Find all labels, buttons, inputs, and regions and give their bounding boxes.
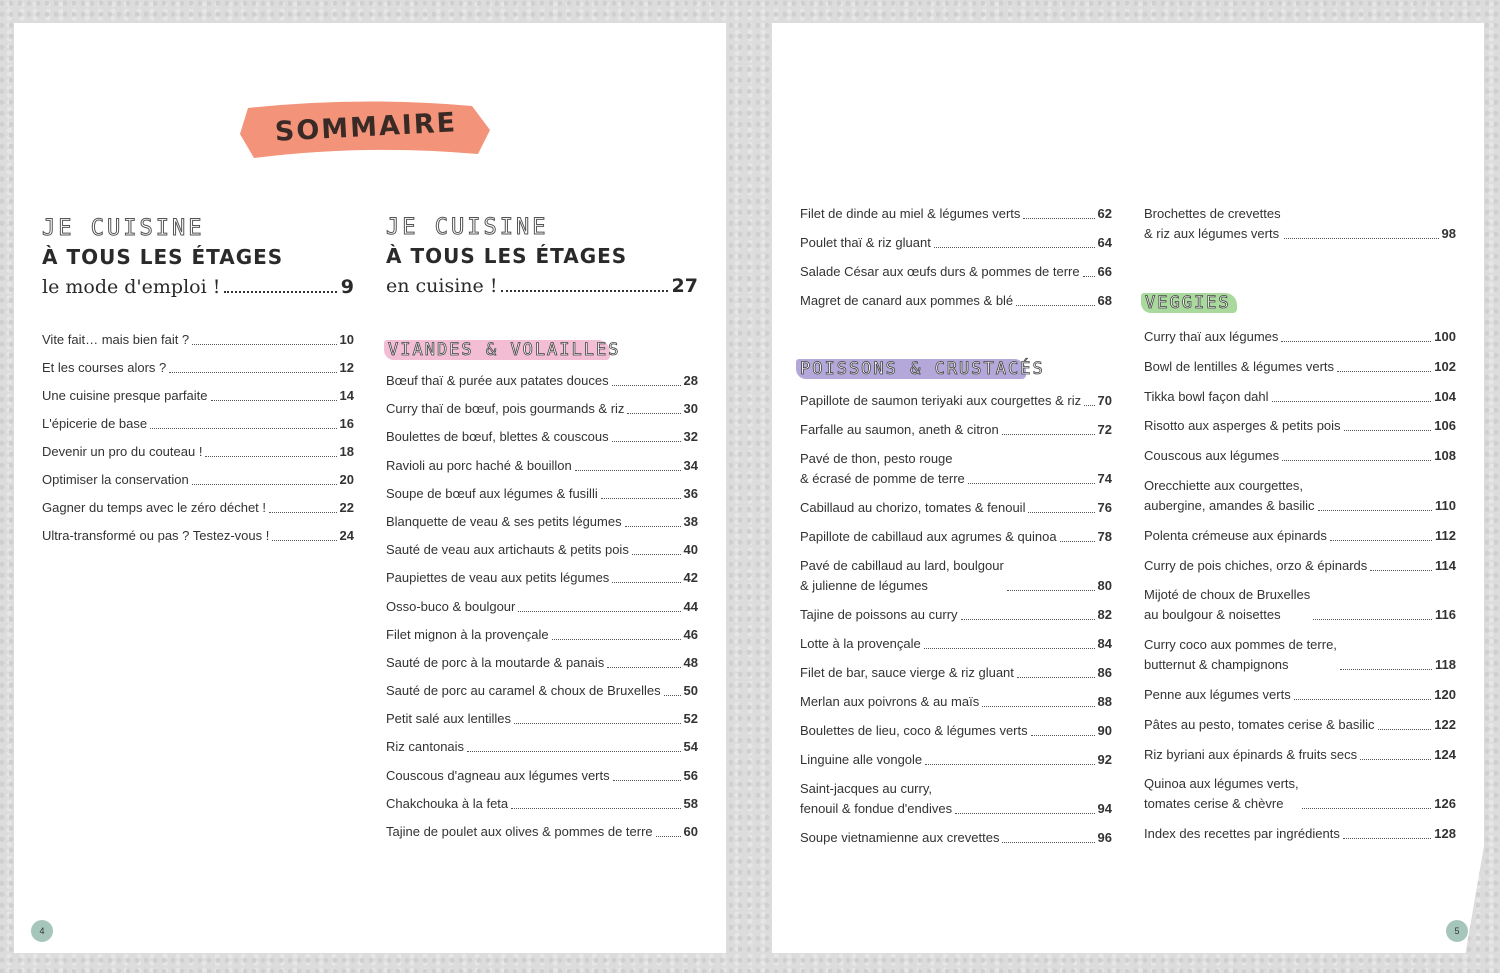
toc-entry[interactable]	[800, 527, 1112, 547]
toc-entry[interactable]	[386, 371, 698, 391]
heading-line1: JE CUISINE	[42, 216, 205, 241]
entry-page: 128	[1434, 826, 1456, 842]
entry-page: 126	[1434, 796, 1456, 812]
dot-leader	[467, 751, 680, 752]
heading-line3[interactable]	[386, 271, 698, 301]
entry-page: 54	[683, 739, 698, 755]
entry-page: 110	[1435, 497, 1456, 513]
entry-page: 64	[1097, 235, 1112, 250]
entry-title: Bœuf thaï & purée aux patates douces	[386, 373, 609, 388]
dot-leader	[224, 291, 336, 293]
entry-title: Index des recettes par ingrédients	[1144, 826, 1340, 842]
heading-line2: À TOUS LES ÉTAGES	[386, 244, 628, 268]
dot-leader	[625, 526, 681, 527]
entry-page: 62	[1097, 206, 1112, 221]
dot-leader	[1023, 218, 1094, 219]
dot-leader	[1302, 808, 1432, 809]
dot-leader	[924, 648, 1095, 649]
entry-page: 120	[1434, 686, 1456, 702]
category-label: POISSONS & CRUSTACÉS	[800, 359, 1045, 379]
dot-leader	[612, 582, 680, 583]
entry-page: 88	[1097, 694, 1112, 709]
toc-entry[interactable]	[386, 766, 698, 786]
toc-entry[interactable]	[386, 737, 698, 757]
dot-leader	[1016, 305, 1094, 306]
entry-title: Bowl de lentilles & légumes verts	[1144, 358, 1335, 374]
entry-title: Curry coco aux pommes de terre, butternut & champignons	[1144, 637, 1337, 673]
toc-entry[interactable]	[42, 358, 354, 378]
entry-title: Tajine de poulet aux olives & pommes de terre	[386, 824, 653, 839]
entry-title: Sauté de veau aux artichauts & petits pois	[386, 542, 629, 558]
toc-entry[interactable]	[386, 681, 698, 701]
toc-entry[interactable]	[800, 556, 1112, 596]
dot-leader	[1330, 540, 1432, 541]
entry-page: 76	[1097, 500, 1112, 515]
category-label: VEGGIES	[1145, 293, 1231, 313]
entry-page: 84	[1097, 636, 1112, 651]
entry-title: Cabillaud au chorizo, tomates & fenouil	[800, 500, 1026, 515]
dot-leader	[511, 808, 680, 809]
entry-page: 36	[683, 485, 698, 501]
entry-title: Curry thaï de bœuf, pois gourmands & riz	[386, 401, 625, 417]
toc-entry[interactable]	[386, 399, 698, 419]
entry-title: Magret de canard aux pommes & blé	[800, 293, 1014, 308]
entry-title: Soupe vietnamienne aux crevettes	[800, 830, 1000, 845]
dot-leader	[601, 498, 681, 499]
toc-entry[interactable]	[386, 484, 698, 504]
entry-title: Linguine alle vongole	[800, 752, 923, 767]
toc-entry[interactable]	[1144, 357, 1456, 377]
toc-entry[interactable]	[386, 653, 698, 673]
entry-title: Soupe de bœuf aux légumes & fusilli	[386, 485, 598, 501]
entry-page: 56	[683, 767, 698, 783]
dot-leader	[1337, 371, 1431, 372]
entry-page: 38	[683, 513, 698, 529]
toc-entry[interactable]	[1144, 204, 1456, 244]
entry-title: Petit salé aux lentilles	[386, 711, 512, 727]
dot-leader	[272, 540, 336, 541]
dot-leader	[607, 667, 680, 668]
dot-leader	[1360, 759, 1431, 760]
heading-title: le mode d'emploi !	[42, 276, 221, 298]
dot-leader	[1272, 401, 1432, 402]
entry-page: 102	[1434, 358, 1456, 374]
entry-page: 92	[1097, 752, 1112, 767]
dot-leader	[1294, 699, 1432, 700]
toc-entry[interactable]	[1144, 685, 1456, 705]
dot-leader	[982, 706, 1094, 707]
toc-entry[interactable]	[1144, 446, 1456, 466]
entry-page: 122	[1434, 716, 1456, 732]
dot-leader	[1084, 405, 1094, 406]
toc-entry[interactable]	[1144, 526, 1456, 546]
entry-page: 68	[1097, 293, 1112, 308]
entry-page: 74	[1097, 471, 1112, 486]
dot-leader	[1083, 276, 1095, 277]
entry-title: Penne aux légumes verts	[1144, 686, 1291, 702]
entry-page: 50	[683, 683, 698, 699]
dot-leader	[955, 813, 1094, 814]
dot-leader	[632, 554, 681, 555]
entry-title: Couscous aux légumes	[1144, 448, 1280, 464]
toc-entry[interactable]	[1144, 745, 1456, 765]
entry-title: Ultra-transformé ou pas ? Testez-vous !	[42, 528, 270, 543]
entry-page: 18	[339, 444, 354, 459]
toc-entry[interactable]	[800, 233, 1112, 253]
entry-title: Sauté de porc à la moutarde & panais	[386, 654, 605, 670]
toc-entry[interactable]	[386, 625, 698, 645]
toc-entry[interactable]	[386, 822, 698, 842]
toc-entry[interactable]	[800, 634, 1112, 654]
entry-title: Curry thaï aux légumes	[1144, 329, 1279, 344]
toc-entry[interactable]	[386, 597, 698, 617]
entry-page: 44	[683, 598, 698, 614]
toc-entry[interactable]	[1144, 327, 1456, 347]
toc-entry[interactable]	[800, 391, 1112, 411]
entry-title: Devenir un pro du couteau !	[42, 444, 203, 459]
entry-title: Une cuisine presque parfaite	[42, 388, 208, 403]
dot-leader	[575, 470, 681, 471]
entry-page: 78	[1097, 529, 1112, 544]
entry-page: 98	[1441, 226, 1456, 241]
dot-leader	[1007, 590, 1095, 591]
entry-page: 82	[1097, 607, 1112, 622]
toc-entry[interactable]	[42, 470, 354, 490]
dot-leader	[612, 385, 681, 386]
dot-leader	[192, 484, 337, 485]
dot-leader	[961, 619, 1095, 620]
dot-leader	[1378, 729, 1432, 730]
entry-page: 14	[339, 388, 354, 403]
entry-page: 22	[339, 500, 354, 515]
entry-title: Filet mignon à la provençale	[386, 626, 549, 642]
entry-page: 52	[683, 711, 698, 727]
dot-leader	[1002, 434, 1095, 435]
entry-title: Riz cantonais	[386, 739, 465, 755]
toc-entry[interactable]	[42, 414, 354, 434]
entry-title: Pavé de thon, pesto rouge & écrasé de pomme de terre	[800, 451, 965, 486]
entry-title: Gagner du temps avec le zéro déchet !	[42, 500, 267, 515]
toc-entry[interactable]	[800, 750, 1112, 770]
entry-page: 100	[1434, 329, 1456, 344]
entry-title: Brochettes de crevettes & riz aux légumes verts	[1144, 206, 1281, 241]
entry-page: 48	[683, 654, 698, 670]
entry-title: Papillote de cabillaud aux agrumes & quinoa	[800, 529, 1057, 544]
entry-page: 30	[683, 401, 698, 417]
entry-page: 66	[1097, 264, 1112, 279]
dot-leader	[656, 836, 681, 837]
entry-page: 16	[339, 416, 354, 431]
heading-line3[interactable]	[42, 272, 354, 302]
toc-entry[interactable]	[1144, 387, 1456, 407]
toc-entry[interactable]	[386, 540, 698, 560]
entry-title: Poulet thaï & riz gluant	[800, 235, 931, 250]
entry-page: 72	[1097, 422, 1112, 437]
entry-title: Salade César aux œufs durs & pommes de terre	[800, 264, 1080, 279]
entry-title: Quinoa aux légumes verts, tomates cerise & chèvre	[1144, 776, 1299, 812]
toc-entry[interactable]	[800, 291, 1112, 311]
dot-leader	[925, 764, 1094, 765]
entry-page: 104	[1434, 388, 1456, 404]
toc-entry[interactable]	[800, 779, 1112, 819]
toc-entry[interactable]	[800, 663, 1112, 683]
toc-entry[interactable]	[800, 828, 1112, 848]
entry-title: Pavé de cabillaud au lard, boulgour & julienne de légumes	[800, 558, 1004, 593]
entry-page: 106	[1434, 418, 1456, 434]
section-heading-mode-emploi	[42, 216, 354, 302]
entry-title: Mijoté de choux de Bruxelles au boulgour & noisettes	[1144, 587, 1311, 623]
entry-title: Farfalle au saumon, aneth & citron	[800, 422, 999, 437]
toc-entry[interactable]	[800, 449, 1112, 489]
toc-entry[interactable]	[386, 568, 698, 588]
dot-leader	[518, 611, 680, 612]
poissons-list	[800, 391, 1112, 848]
toc-entry[interactable]	[1144, 635, 1456, 675]
entry-page: 12	[339, 360, 354, 375]
dot-leader	[1370, 570, 1432, 571]
category-veggies	[1145, 292, 1241, 314]
entry-title: Curry de pois chiches, orzo & épinards	[1144, 557, 1368, 573]
toc-entry[interactable]	[800, 262, 1112, 282]
dot-leader	[552, 639, 681, 640]
entry-title: Ravioli au porc haché & bouillon	[386, 457, 572, 473]
toc-entry[interactable]	[1144, 715, 1456, 735]
entry-title: Boulettes de bœuf, blettes & couscous	[386, 429, 609, 445]
dot-leader	[501, 290, 667, 292]
entry-page: 42	[683, 570, 698, 586]
entry-title: Papillote de saumon teriyaki aux courgettes & riz	[800, 393, 1082, 408]
dot-leader	[1282, 460, 1431, 461]
entry-title: Pâtes au pesto, tomates cerise & basilic	[1144, 716, 1375, 732]
toc-entry[interactable]	[1144, 476, 1456, 516]
entry-page: 108	[1434, 448, 1456, 464]
entry-title: Paupiettes de veau aux petits légumes	[386, 570, 610, 586]
entry-title: Optimiser la conservation	[42, 472, 189, 487]
viandes-continued-list	[800, 204, 1112, 311]
entry-title: Osso-buco & boulgour	[386, 598, 516, 614]
dot-leader	[1060, 541, 1095, 542]
entry-title: Boulettes de lieu, coco & légumes verts	[800, 723, 1028, 738]
dot-leader	[1343, 838, 1431, 839]
heading-line1: JE CUISINE	[386, 215, 549, 240]
dot-leader	[211, 400, 337, 401]
dot-leader	[1002, 842, 1094, 843]
entry-page: 114	[1435, 557, 1456, 573]
veggies-list	[1144, 327, 1456, 844]
toc-entry[interactable]	[800, 420, 1112, 440]
dot-leader	[1281, 341, 1431, 342]
entry-page: 20	[339, 472, 354, 487]
entry-title: Vite fait… mais bien fait ?	[42, 332, 190, 347]
toc-entry[interactable]	[386, 794, 698, 814]
toc-entry[interactable]	[800, 204, 1112, 224]
toc-entry[interactable]	[800, 721, 1112, 741]
entry-title: Saint-jacques au curry, fenouil & fondue d'endives	[800, 781, 953, 816]
toc-entry[interactable]	[386, 709, 698, 729]
entry-page: 40	[683, 542, 698, 558]
entry-title: Risotto aux asperges & petits pois	[1144, 418, 1341, 434]
dot-leader	[612, 441, 681, 442]
entry-page: 34	[683, 457, 698, 473]
entry-title: L'épicerie de base	[42, 416, 148, 431]
toc-entry[interactable]	[386, 456, 698, 476]
entry-page: 118	[1435, 657, 1456, 673]
toc-entry[interactable]	[1144, 416, 1456, 436]
entry-title: Sauté de porc au caramel & choux de Bruxelles	[386, 683, 661, 699]
entry-title: Lotte à la provençale	[800, 636, 921, 651]
dot-leader	[664, 695, 681, 696]
viandes-list	[386, 371, 698, 842]
toc-entry[interactable]	[386, 427, 698, 447]
entry-page: 24	[339, 528, 354, 543]
page-number-right: 5	[1446, 920, 1468, 942]
toc-entry[interactable]	[800, 692, 1112, 712]
sommaire-banner	[240, 100, 492, 162]
page-title: SOMMAIRE	[274, 107, 458, 148]
dot-leader	[1318, 510, 1432, 511]
dot-leader	[1031, 735, 1095, 736]
entry-title: Et les courses alors ?	[42, 360, 167, 375]
toc-entry[interactable]	[42, 386, 354, 406]
dot-leader	[627, 413, 680, 414]
dot-leader	[968, 483, 1095, 484]
entry-page: 70	[1097, 393, 1112, 408]
heading-page: 9	[340, 276, 354, 298]
entry-title: Filet de bar, sauce vierge & riz gluant	[800, 665, 1014, 680]
dot-leader	[269, 512, 337, 513]
dot-leader	[1313, 619, 1432, 620]
toc-entry[interactable]	[386, 512, 698, 532]
entry-page: 60	[683, 824, 698, 839]
toc-entry[interactable]	[1144, 824, 1456, 844]
entry-title: Polenta crémeuse aux épinards	[1144, 527, 1327, 543]
entry-page: 112	[1435, 527, 1456, 543]
section-heading-en-cuisine	[386, 215, 698, 301]
entry-page: 46	[683, 626, 698, 642]
entry-page: 90	[1097, 723, 1112, 738]
entry-page: 86	[1097, 665, 1112, 680]
toc-entry[interactable]	[800, 498, 1112, 518]
entry-page: 94	[1097, 801, 1112, 816]
dot-leader	[1017, 677, 1095, 678]
entry-page: 10	[339, 332, 354, 347]
entry-title: Chakchouka à la feta	[386, 795, 509, 811]
heading-title: en cuisine !	[386, 275, 498, 297]
entry-page: 124	[1434, 746, 1456, 762]
dot-leader	[514, 723, 681, 724]
entry-title: Couscous d'agneau aux légumes verts	[386, 767, 610, 783]
poissons-continued-list	[1144, 204, 1456, 244]
category-viandes	[388, 339, 621, 361]
toc-entry[interactable]	[800, 605, 1112, 625]
entry-page: 28	[683, 373, 698, 388]
toc-entry[interactable]	[42, 442, 354, 462]
dot-leader	[1284, 238, 1439, 239]
toc-entry[interactable]	[42, 330, 354, 350]
intro-list	[42, 330, 354, 546]
toc-entry[interactable]	[42, 526, 354, 546]
dot-leader	[205, 456, 336, 457]
dot-leader	[934, 247, 1095, 248]
entry-title: Blanquette de veau & ses petits légumes	[386, 513, 622, 529]
entry-title: Riz byriani aux épinards & fruits secs	[1144, 746, 1358, 762]
entry-title: Tikka bowl façon dahl	[1144, 388, 1269, 404]
entry-title: Tajine de poissons au curry	[800, 607, 958, 622]
dot-leader	[169, 372, 336, 373]
page-number-left: 4	[31, 920, 53, 942]
dot-leader	[1344, 430, 1432, 431]
dot-leader	[1340, 669, 1432, 670]
entry-page: 32	[683, 429, 698, 445]
dot-leader	[613, 780, 681, 781]
entry-page: 96	[1097, 830, 1112, 845]
dot-leader	[1028, 512, 1094, 513]
entry-page: 80	[1097, 578, 1112, 593]
toc-entry[interactable]	[1144, 556, 1456, 576]
category-poissons	[800, 358, 1045, 380]
heading-line2: À TOUS LES ÉTAGES	[42, 245, 284, 269]
entry-title: Orecchiette aux courgettes, aubergine, amandes & basilic	[1144, 477, 1315, 513]
entry-page: 58	[683, 795, 698, 811]
toc-entry[interactable]	[1144, 774, 1456, 814]
toc-entry[interactable]	[42, 498, 354, 518]
entry-title: Filet de dinde au miel & légumes verts	[800, 206, 1021, 221]
category-label: VIANDES & VOLAILLES	[388, 340, 621, 360]
dot-leader	[192, 344, 336, 345]
toc-entry[interactable]	[1144, 585, 1456, 625]
entry-title: Merlan aux poivrons & au maïs	[800, 694, 980, 709]
entry-page: 116	[1435, 607, 1456, 623]
heading-page: 27	[671, 275, 698, 297]
dot-leader	[150, 428, 336, 429]
